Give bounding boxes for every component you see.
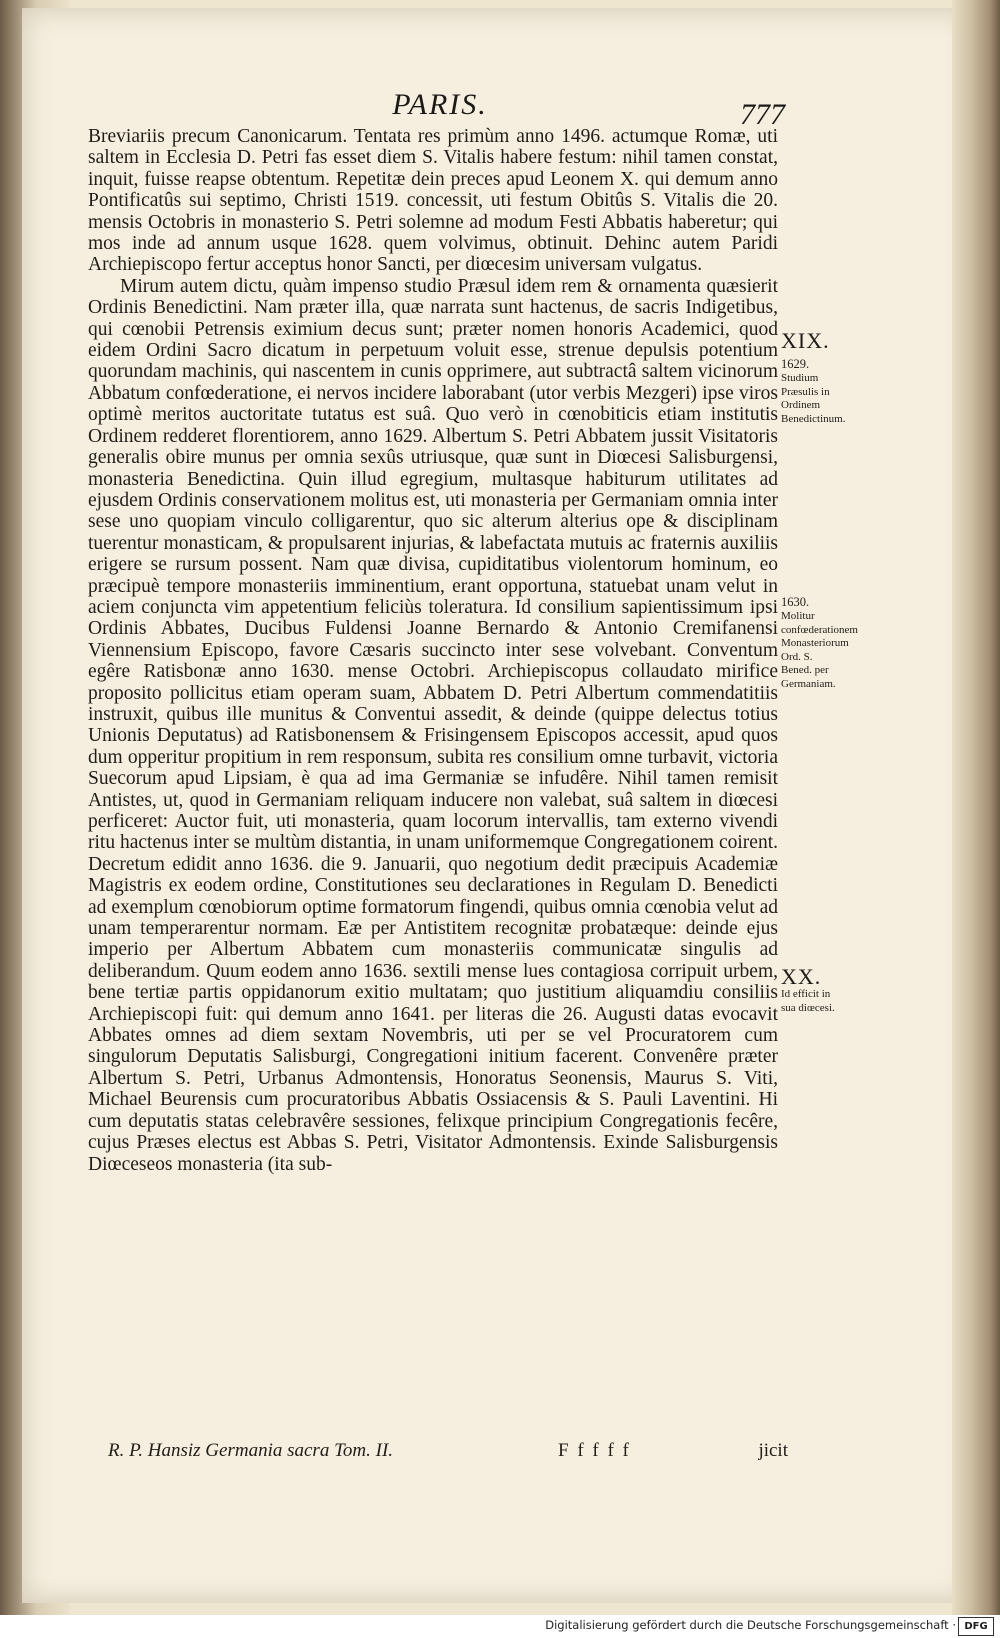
printer-signature: R. P. Hansiz Germania sacra Tom. II. (108, 1440, 394, 1461)
margin-note-xx (781, 966, 845, 1015)
margin-note-number: XX. (781, 964, 822, 989)
dfg-logo: DFG (958, 1617, 994, 1636)
running-title: PARIS. (392, 88, 488, 121)
margin-note-number: XIX. (781, 328, 830, 353)
digitization-credit-text: Digitalisierung gefördert durch die Deutsche Forschungsgemeinschaft · (545, 1618, 956, 1632)
margin-note-text: Id efficit in sua diœcesi. (781, 988, 835, 1014)
margin-note-year: 1629. (781, 357, 810, 371)
quire-signature: F f f f f (558, 1440, 631, 1461)
margin-note-xix (781, 330, 845, 426)
digitization-credit-bar (0, 1615, 1000, 1638)
right-book-edge (952, 0, 1000, 1638)
margin-note-text: Molitur confœderationem Monasteriorum Ord. S. Bened. per Germaniam. (781, 610, 858, 690)
paragraph: Breviariis precum Canonicarum. Tentata res primùm anno 1496. actumque Romæ, uti saltem in Ecclesia D. Petri fas esset diem S. Vitalis habere festum: nihil tamen constat, inquit, fuisse reapse obtentum. Repetitæ dein preces apud Leonem X. qui demum anno Pontificatûs sui septimo, Christi 1519. concessit, uti festum Obitûs S. Vitalis die 20. mensis Octobris in monasterio S. Petri solemne ad modum Festi Abbatis haberetur; qui mos inde ad annum usque 1628. quem volvimus, obtinuit. Dehinc autem Paridi Archiepiscopo fertur acceptus honor Sancti, per diœcesim universam vulgatus. (88, 126, 778, 276)
paragraph: Mirum autem dictu, quàm impenso studio Præsul idem rem & ornamenta quæsierit Ordinis Benedictini. Nam præter illa, quæ narrata sunt hactenus, de sacris Indigetibus, qui cœnobii Petrensis eximium decus sunt; præter nomen honoris Academici, quod eidem Ordini Sacro dicatum in perpetuum voluit esse, strenue depulsis potentium quorundam machinis, qui nascentem in cunis opprimere, aut subtractâ saltem vicinorum Abbatum confœderatione, ei nervos incidere laborabant (utor verbis Mezgeri) ipse viros optimè meritos auctoritate tutatus est suâ. Quo verò in cœnobiticis etiam institutis Ordinem redderet florentiorem, anno 1629. Albertum S. Petri Abbatem jussit Visitatoris generalis obire munus per omnia sexûs utriusque, quæ sunt in Diœcesi Salisburgensi, monasteria Benedictina. Quin illud egregium, multasque habiturum utilitates ad ejusdem Ordinis conservationem molitus est, uti monasteria per Germaniam omnia inter sese uno quopiam vinculo colligarentur, quo sic alterum alterius ope & disciplinam tuerentur monasticam, & propulsarent injurias, & labefactata mutuis ac fraternis auxiliis erigere se rursum possent. Nam quæ divisa, cupiditatibus violentorum hominum, eo præcipuè tempore monasteriis imminentium, erant opportuna, statuebat unam velut in aciem conjuncta vim appetentium feliciùs toleratura. Id consilium sapientissimum ipsi Ordinis Abbates, Ducibus Fuldensi Joanne Bernardo & Antonio Cremifanensi Viennensium Episcopo, favore Cæsaris succincto inter sese volvebant. Conventum egêre Ratisbonæ anno 1630. mense Octobri. Archiepiscopus collaudato mirifice proposito pollicitus etiam operam suam, Abbatem D. Petri Albertum commendatitiis instruxit, quibus ille munitus & Conventui assedit, & deinde (quippe delectus totius Unionis Deputatus) ad Ratisbonensem & Frisingensem Episcopos accessit, apud quos dum opperitur propitium in rem responsum, subita res consilium omne turbavit, victoria Suecorum apud Lipsiam, è qua ad ima Germaniæ se infudêre. Nihil tamen remisit Antistes, ut, quod in Germaniam reliquam inducere non valebat, suâ saltem in diœcesi perficeret: Auctor fuit, uti monasteria, quam locorum intervallis, tam externo vivendi ritu hactenus inter se multùm distantia, in unam uniformemque Congregationem coirent. Decretum edidit anno 1636. die 9. Januarii, quo negotium dedit præcipuis Academiæ Magistris ex eodem ordine, Constitutiones seu declarationes in Regulam D. Benedicti ad exemplum cœnobiorum optime formatorum fingendi, quibus omnia cœnobia velut ad unam temperarentur normam. Eæ per Antistitem recognitæ probatæque: deinde ejus imperio per Albertum Abbatem cum monasteriis communicatæ singulis ad deliberandum. Quum eodem anno 1636. sextili mense lues contagiosa corripuit urbem, bene tertiæ partis oppidanorum exitio multatam; quo justitium aliquamdiu consiliis Archiepiscopi fuit: qui demum anno 1641. per literas die 26. Augusti datas evocavit Abbates omnes ad diem sextam Novembris, uti per se vel Procuratorem cum singulorum Deputatis Salisburgi, Congregationi initium facerent. Convenêre præter Albertum S. Petri, Urbanus Admontensis, Honoratus Seonensis, Maurus S. Viti, Michael Beurensis cum procuratoribus Abbatis Ossiacensis & S. Pauli Laventini. Hi cum deputatis statas celebravêre sessiones, felixque principium Congregationis fecêre, cujus Præses electus est Abbas S. Petri, Visitator Admontensis. Exinde Salisburgensis Diœceseos monasteria (ita sub- (88, 275, 778, 1175)
main-text (88, 126, 778, 1175)
margin-note-1630 (781, 590, 858, 691)
margin-note-text: Studium Præsulis in Ordinem Benedictinum. (781, 372, 846, 425)
margin-note-year: 1630. (781, 595, 810, 609)
page-number: 777 (740, 98, 785, 131)
catchword: jicit (758, 1440, 788, 1461)
